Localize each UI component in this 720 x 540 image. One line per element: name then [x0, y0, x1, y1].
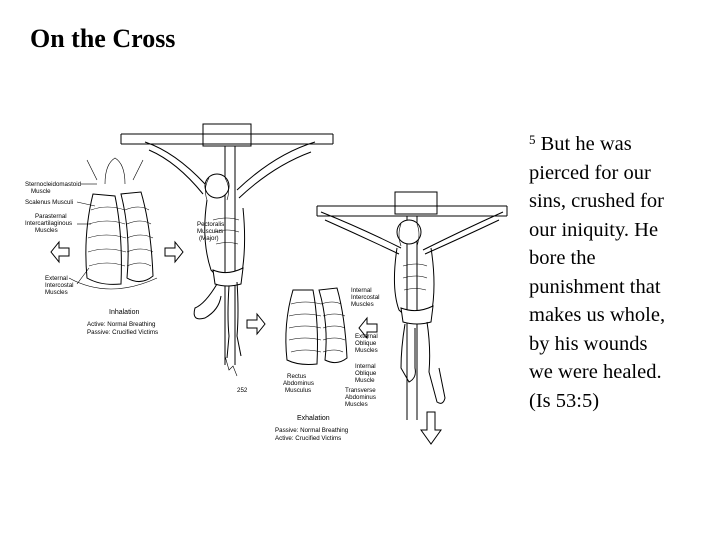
verse-line: by his wounds [529, 332, 648, 355]
label-musculus-2: Musculus [285, 387, 312, 394]
label-muscles-2: Muscles [351, 301, 374, 308]
crucifixion-breathing-diagram [25, 120, 530, 455]
right-muscle-labels [345, 287, 380, 408]
label-parasternal: Parasternal [35, 213, 67, 220]
exhalation-line1: Passive: Normal Breathing [275, 427, 349, 434]
inhalation-line2: Passive: Crucified Victims [87, 329, 159, 336]
label-intercostal: Intercostal [45, 282, 74, 289]
label-oblique: Oblique [355, 340, 377, 347]
slide-title: On the Cross [30, 24, 176, 53]
label-external-muscles: Muscles [45, 289, 68, 296]
verse-line: our iniquity. He [529, 218, 659, 241]
verse-citation: (Is 53:5) [529, 389, 600, 412]
label-sternocleidomastoid: Sternocleidomastoid [25, 181, 82, 188]
inhalation-heading: Inhalation [109, 309, 140, 316]
rectus-labels [283, 373, 314, 394]
label-muscles-3: Muscles [355, 347, 378, 354]
label-muscles: Muscles [35, 227, 58, 234]
label-major: (Major) [199, 235, 219, 242]
label-musculus: Musculus [197, 228, 224, 235]
verse-line: sins, crushed for [529, 190, 664, 212]
label-intercostal-2: Intercostal [351, 294, 380, 301]
verse-line: punishment that [529, 275, 661, 298]
label-internal: Internal [351, 287, 372, 294]
inhalation-line1: Active: Normal Breathing [87, 321, 156, 328]
label-scalenus: Scalenus Musculi [25, 199, 74, 206]
inhalation-caption [87, 309, 158, 336]
label-external: External [45, 275, 68, 282]
verse-line: makes us whole, [529, 304, 666, 326]
verse-text [529, 126, 719, 415]
label-internal-2: Internal [355, 363, 376, 370]
verse-line: pierced for our [529, 161, 651, 184]
label-abdominus: Abdominus [345, 394, 376, 401]
label-transverse: Transverse [345, 387, 376, 394]
verse-number: 5 [529, 132, 536, 147]
verse-line: $^5$ But he was [529, 132, 632, 155]
pectoralis-labels [197, 221, 224, 242]
label-oblique-2: Oblique [355, 370, 377, 377]
exhalation-caption [275, 415, 349, 442]
figure-exhalation [321, 212, 503, 403]
label-muscle-2: Muscle [355, 377, 375, 384]
exhalation-line2: Active: Crucified Victims [275, 435, 342, 442]
label-rectus: Rectus [287, 373, 307, 380]
label-muscle: Muscle [31, 188, 51, 195]
label-pectoralis: Pectoralis [197, 221, 225, 228]
exhalation-heading: Exhalation [297, 415, 330, 422]
verse-line: bore the [529, 247, 596, 269]
page-mark: 252 [237, 387, 248, 394]
label-intercartilaginous: Intercartilaginous [25, 220, 73, 227]
label-abdominus-2: Abdominus [283, 380, 314, 387]
verse-line: we were healed. [529, 361, 662, 383]
label-external-2: External [355, 333, 378, 340]
figure-inhalation [145, 142, 315, 376]
label-muscles-4: Muscles [345, 401, 368, 408]
